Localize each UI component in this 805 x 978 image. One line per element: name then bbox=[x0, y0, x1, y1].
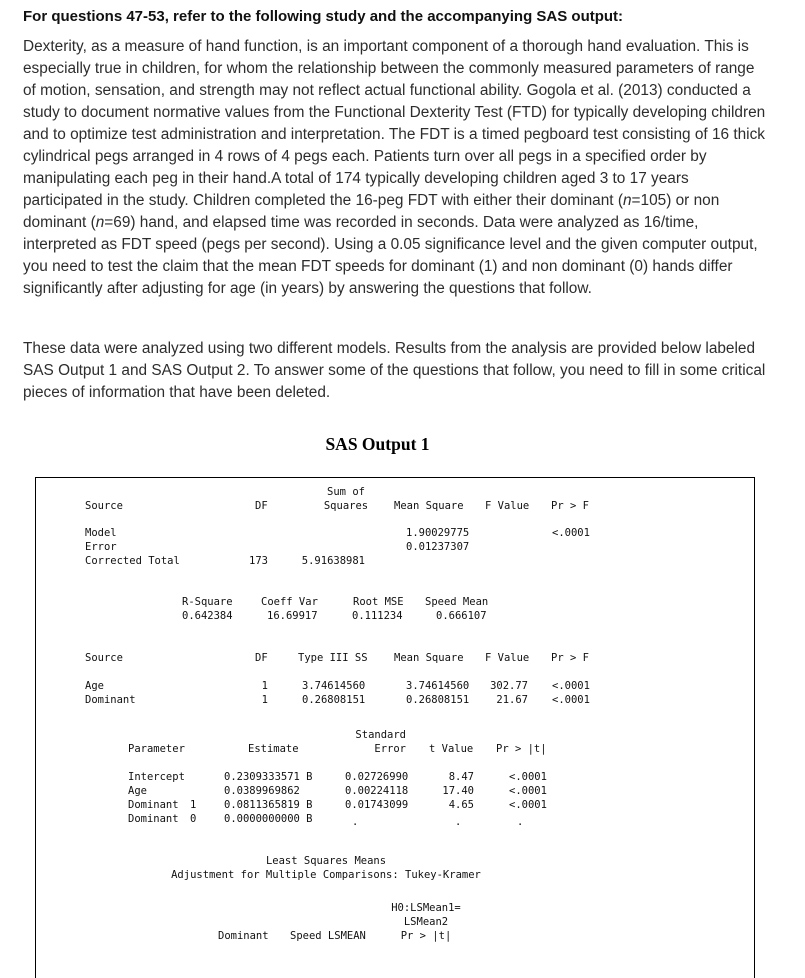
anova-source-error: Error bbox=[85, 541, 117, 553]
text-segment: manipulating each peg in their hand.A total of 174 typically developing children aged 3 to 17 years bbox=[23, 170, 689, 187]
param-header-se: Error bbox=[374, 743, 406, 755]
param-se-intercept: 0.02726990 bbox=[345, 771, 409, 783]
lsmeans-h0-line1: H0:LSMean1= bbox=[391, 902, 461, 914]
study-text-line bbox=[23, 146, 793, 168]
anova-source-total: Corrected Total bbox=[85, 555, 180, 567]
study-text-line bbox=[23, 58, 793, 80]
study-text-line bbox=[23, 190, 793, 212]
sample-size-symbol: n bbox=[622, 192, 632, 209]
study-text-line bbox=[23, 234, 793, 256]
type3-df-age: 1 bbox=[261, 680, 268, 692]
fit-value-mean: 0.666107 bbox=[436, 610, 487, 622]
param-estimate-dominant-1: 0.0811365819 B bbox=[224, 799, 313, 811]
text-segment: cylindrical pegs arranged in 4 rows of 4 pegs each. Patients turn over all pegs in a specified order by bbox=[23, 148, 707, 165]
type3-header-source: Source bbox=[85, 652, 123, 664]
param-estimate-dominant-0: 0.0000000000 B bbox=[224, 813, 313, 825]
text-segment: dominant ( bbox=[23, 214, 96, 231]
lsmeans-h0-line2: LSMean2 bbox=[403, 916, 449, 928]
anova-header-df: DF bbox=[255, 500, 268, 512]
param-se-age: 0.00224118 bbox=[345, 785, 409, 797]
param-se-dominant-1: 0.01743099 bbox=[345, 799, 409, 811]
lsmeans-col-dominant: Dominant bbox=[218, 930, 269, 942]
analysis-text-line: These data were analyzed using two different models. Results from the analysis are provided below labeled bbox=[23, 340, 756, 357]
lsmeans-title: Least Squares Means bbox=[265, 855, 387, 867]
anova-header-ss: Squares bbox=[323, 500, 369, 512]
anova-df-total: 173 bbox=[249, 555, 268, 567]
param-name-age: Age bbox=[128, 785, 147, 797]
anova-ms-model: 1.90029775 bbox=[406, 527, 470, 539]
sample-size-symbol: n bbox=[95, 214, 105, 231]
param-t-dominant-0: . bbox=[455, 816, 462, 828]
anova-header-f: F Value bbox=[485, 500, 530, 512]
param-header-se-top: Standard bbox=[355, 729, 406, 741]
param-p-dominant-0: . bbox=[517, 816, 524, 828]
type3-df-dominant: 1 bbox=[261, 694, 268, 706]
study-text-line bbox=[23, 102, 793, 124]
param-p-dominant-1: <.0001 bbox=[509, 799, 547, 811]
fit-value-rmse: 0.111234 bbox=[352, 610, 403, 622]
study-text-line bbox=[23, 256, 793, 278]
text-segment: participated in the study. Children completed the 16-peg FDT with either their dominant ( bbox=[23, 192, 623, 209]
type3-ss-age: 3.74614560 bbox=[302, 680, 366, 692]
param-estimate-intercept: 0.2309333571 B bbox=[224, 771, 313, 783]
fit-header-cv: Coeff Var bbox=[261, 596, 318, 608]
type3-f-age: 302.77 bbox=[490, 680, 528, 692]
param-header-parameter: Parameter bbox=[128, 743, 185, 755]
type3-header-ss: Type III SS bbox=[298, 652, 368, 664]
param-header-p: Pr > |t| bbox=[496, 743, 547, 755]
anova-ss-total: 5.91638981 bbox=[301, 555, 365, 567]
study-text-line bbox=[23, 212, 793, 234]
text-segment: interpreted as FDT speed (pegs per second). Using a 0.05 significance level and the given computer output, bbox=[23, 236, 758, 253]
anova-header-source: Source bbox=[85, 500, 123, 512]
text-segment: of motion, sensation, and strength may not reflect actual functional ability. Gogola et al. (2013) conducted a bbox=[23, 82, 751, 99]
param-name-dominant-0: Dominant bbox=[128, 813, 179, 825]
fit-header-rmse: Root MSE bbox=[353, 596, 404, 608]
study-text-line bbox=[23, 80, 793, 102]
analysis-description bbox=[23, 338, 793, 404]
type3-header-f: F Value bbox=[485, 652, 530, 664]
anova-header-p: Pr > F bbox=[551, 500, 589, 512]
lsmeans-adjustment: Adjustment for Multiple Comparisons: Tukey-Kramer bbox=[171, 869, 481, 881]
param-level-dominant-0: 0 bbox=[190, 813, 197, 825]
study-text-line bbox=[23, 168, 793, 190]
param-header-estimate: Estimate bbox=[248, 743, 299, 755]
anova-source-model: Model bbox=[85, 527, 117, 539]
text-segment: especially true in children, for whom the relationship between the commonly measured parameters of range bbox=[23, 60, 755, 77]
anova-header-ms: Mean Square bbox=[394, 500, 464, 512]
fit-header-mean: Speed Mean bbox=[425, 596, 489, 608]
text-segment: =69) hand, and elapsed time was recorded in seconds. Data were analyzed as 16/time, bbox=[104, 214, 699, 231]
text-segment: study to document normative values from the Functional Dexterity Test (FTD) for typically developing children bbox=[23, 104, 766, 121]
param-level-dominant-1: 1 bbox=[190, 799, 197, 811]
param-estimate-age: 0.0389969862 bbox=[224, 785, 300, 797]
study-text-line bbox=[23, 124, 793, 146]
anova-header-ss-top: Sum of bbox=[327, 486, 365, 498]
text-segment: significantly after adjusting for age (in years) by answering the questions that follow. bbox=[23, 280, 592, 297]
param-name-intercept: Intercept bbox=[128, 771, 185, 783]
sas-output-title: SAS Output 1 bbox=[325, 434, 430, 454]
param-t-age: 17.40 bbox=[442, 785, 474, 797]
sas-output-panel bbox=[35, 477, 755, 978]
lsmeans-col-lsmean: Speed LSMEAN bbox=[290, 930, 366, 942]
param-t-intercept: 8.47 bbox=[448, 771, 474, 783]
type3-ss-dominant: 0.26808151 bbox=[302, 694, 366, 706]
type3-ms-dominant: 0.26808151 bbox=[406, 694, 470, 706]
param-name-dominant-1: Dominant bbox=[128, 799, 179, 811]
fit-value-rsq: 0.642384 bbox=[182, 610, 233, 622]
type3-p-age: <.0001 bbox=[552, 680, 590, 692]
param-se-dominant-0: . bbox=[352, 816, 359, 828]
param-t-dominant-1: 4.65 bbox=[448, 799, 474, 811]
fit-header-rsq: R-Square bbox=[182, 596, 233, 608]
param-p-intercept: <.0001 bbox=[509, 771, 547, 783]
study-text-line bbox=[23, 36, 793, 58]
type3-p-dominant: <.0001 bbox=[552, 694, 590, 706]
param-header-t: t Value bbox=[429, 743, 474, 755]
type3-header-ms: Mean Square bbox=[394, 652, 464, 664]
text-segment: and to optimize test administration and interpretation. The FDT is a timed pegboard test consisting of 16 thick bbox=[23, 126, 765, 143]
study-text-line bbox=[23, 278, 793, 300]
analysis-text-line: pieces of information that have been deleted. bbox=[23, 384, 331, 401]
fit-value-cv: 16.69917 bbox=[267, 610, 318, 622]
lsmeans-h0-line3: Pr > |t| bbox=[400, 930, 452, 942]
type3-f-dominant: 21.67 bbox=[496, 694, 528, 706]
analysis-text-line: SAS Output 1 and SAS Output 2. To answer some of the questions that follow, you need to fill in some critical bbox=[23, 362, 766, 379]
questions-heading: For questions 47-53, refer to the following study and the accompanying SAS output: bbox=[23, 8, 624, 25]
study-description bbox=[23, 36, 793, 300]
type3-source-age: Age bbox=[85, 680, 104, 692]
anova-p-model: <.0001 bbox=[552, 527, 590, 539]
type3-ms-age: 3.74614560 bbox=[406, 680, 470, 692]
text-segment: =105) or non bbox=[631, 192, 720, 209]
anova-ms-error: 0.01237307 bbox=[406, 541, 470, 553]
param-p-age: <.0001 bbox=[509, 785, 547, 797]
type3-header-df: DF bbox=[255, 652, 268, 664]
text-segment: you need to test the claim that the mean FDT speeds for dominant (1) and non dominant (0) hands differ bbox=[23, 258, 733, 275]
type3-source-dominant: Dominant bbox=[85, 694, 136, 706]
text-segment: Dexterity, as a measure of hand function, is an important component of a thorough hand evaluation. This is bbox=[23, 38, 749, 55]
type3-header-p: Pr > F bbox=[551, 652, 589, 664]
